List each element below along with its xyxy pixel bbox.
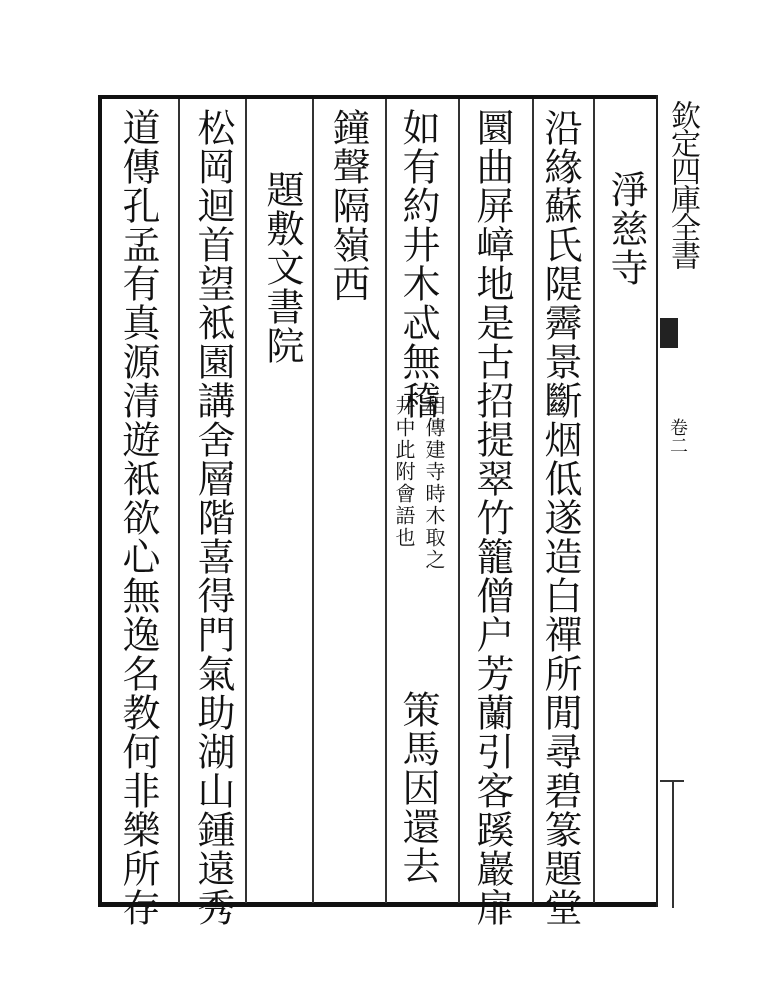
page-frame-right-border (656, 95, 658, 907)
fishtail-mark (660, 318, 678, 348)
book-title-margin: 欽定四庫全書 (665, 100, 700, 268)
margin-line (672, 780, 674, 908)
column-rule (245, 99, 247, 903)
annotation-right: 相傳建寺時木取之 (422, 395, 446, 571)
text-column-1: 沿緣蘇氏隄霽景斷烟低遂造白禪所閒尋碧篆題堂 (538, 108, 582, 927)
text-column-5: 松岡迴首望袛園講舍層階喜得門氣助湖山鍾遠秀 (191, 108, 235, 927)
text-column-2: 圜曲屏嶂地是古招提翠竹籠僧户芳蘭引客蹊巖扉 (470, 108, 514, 927)
column-rule (178, 99, 180, 903)
column-rule (532, 99, 534, 903)
text-column-3-end: 策馬因還去 (396, 690, 440, 885)
juan-number: 卷二 (667, 418, 688, 454)
text-column-3-main: 如有約井木忒無稽 (396, 108, 440, 420)
column-rule (312, 99, 314, 903)
column-rule (385, 99, 387, 903)
margin-tick (660, 780, 684, 782)
column-rule (593, 99, 595, 903)
poem-title-jingci: 淨慈寺 (604, 170, 648, 287)
text-column-4: 鐘聲隔嶺西 (326, 108, 370, 303)
annotation-left: 井中此附會語也 (392, 395, 416, 549)
text-column-6: 道傳孔孟有真源清遊袛欲心無逸名教何非樂所存 (116, 108, 160, 927)
poem-title-fuwen: 題敷文書院 (260, 170, 304, 365)
column-rule (458, 99, 460, 903)
